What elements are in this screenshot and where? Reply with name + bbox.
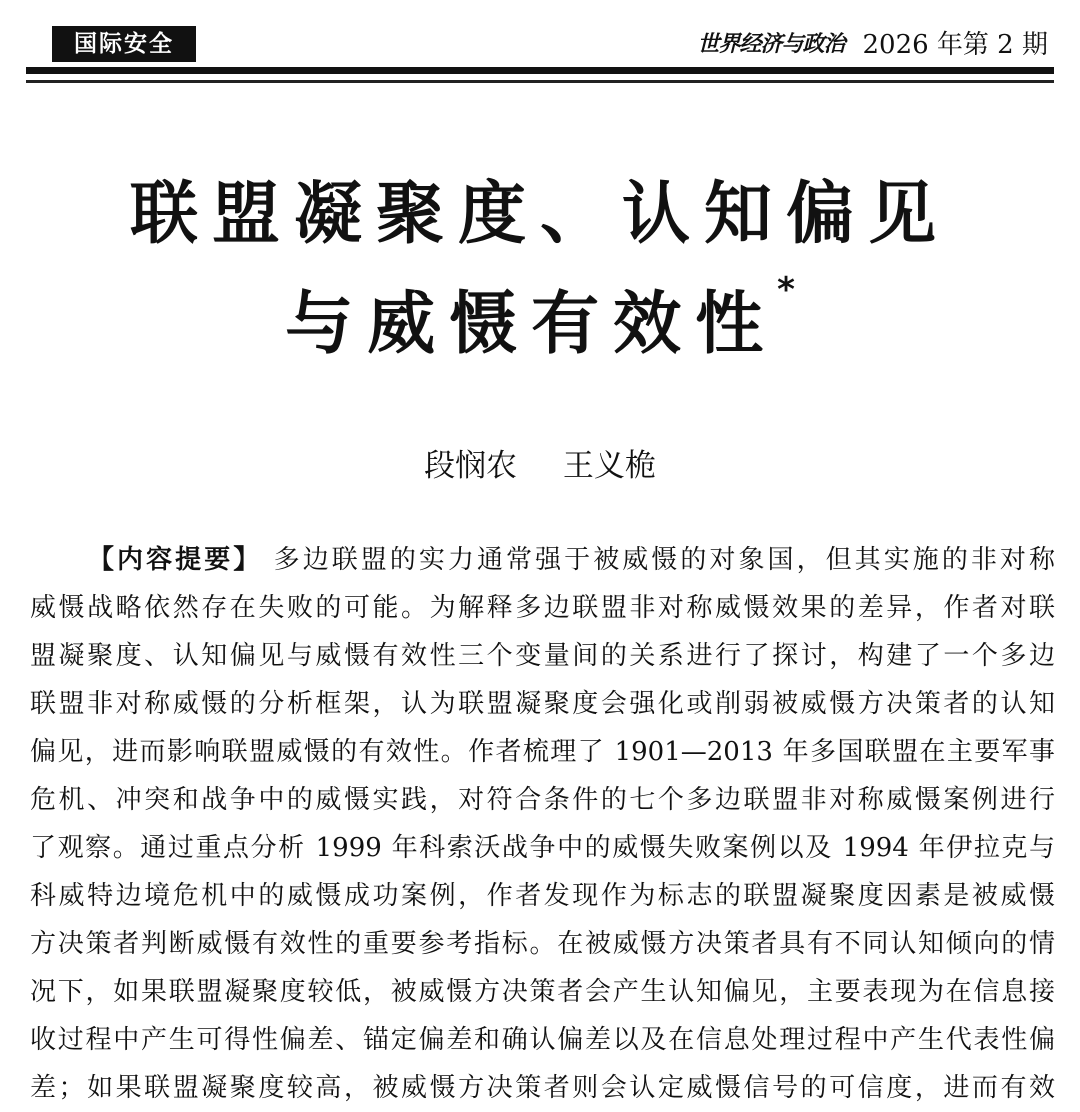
authors	[0, 440, 1080, 485]
abstract-line: 盟凝聚度、认知偏见与威慑有效性三个变量间的关系进行了探讨，构建了一个多边	[30, 641, 1055, 671]
author-name: 王义桅	[562, 448, 656, 484]
abstract-line: 况下，如果联盟凝聚度较低，被威慑方决策者会产生认知偏见，主要表现为在信息接	[30, 977, 1055, 1007]
title-text: 与威慑有效性	[285, 285, 778, 364]
abstract-line: 方决策者判断威慑有效性的重要参考指标。在被威慑方决策者具有不同认知倾向的情	[30, 929, 1055, 959]
article-title-line-1: 联盟凝聚度、认知偏见	[129, 175, 950, 254]
abstract-line: 偏见，进而影响联盟威慑的有效性。作者梳理了 1901—2013 年多国联盟在主要军事	[30, 737, 1055, 767]
footnote-mark: *	[777, 270, 795, 310]
journal-logo: 世界经济与政治	[697, 31, 845, 57]
journal-header	[697, 24, 1048, 61]
abstract	[30, 536, 1055, 1112]
header-rule-thick	[26, 67, 1054, 74]
issue-label: 2026 年第 2 期	[862, 30, 1048, 60]
abstract-text: 多边联盟的实力通常强于被威慑的对象国，但其实施的非对称	[273, 545, 1055, 575]
section-tag: 国际安全	[52, 26, 196, 62]
abstract-line: 危机、冲突和战争中的威慑实践，对符合条件的七个多边联盟非对称威慑案例进行	[30, 785, 1055, 815]
abstract-line: 差；如果联盟凝聚度较高，被威慑方决策者则会认定威慑信号的可信度，进而有效	[30, 1073, 1055, 1103]
abstract-line: 收过程中产生可得性偏差、锚定偏差和确认偏差以及在信息处理过程中产生代表性偏	[30, 1025, 1055, 1055]
abstract-line: 科威特边境危机中的威慑成功案例，作者发现作为标志的联盟凝聚度因素是被威慑	[30, 881, 1055, 911]
article-title-line-2	[0, 270, 1080, 367]
abstract-line: 了观察。通过重点分析 1999 年科索沃战争中的威慑失败案例以及 1994 年伊拉克与	[30, 833, 1055, 863]
abstract-line	[30, 536, 1055, 584]
abstract-line: 联盟非对称威慑的分析框架，认为联盟凝聚度会强化或削弱被威慑方决策者的认知	[30, 689, 1055, 719]
header-rule-thin	[26, 80, 1054, 83]
abstract-label: 【内容提要】	[88, 545, 263, 575]
author-name: 段悯农	[424, 448, 518, 484]
abstract-line: 威慑战略依然存在失败的可能。为解释多边联盟非对称威慑效果的差异，作者对联	[30, 593, 1055, 623]
